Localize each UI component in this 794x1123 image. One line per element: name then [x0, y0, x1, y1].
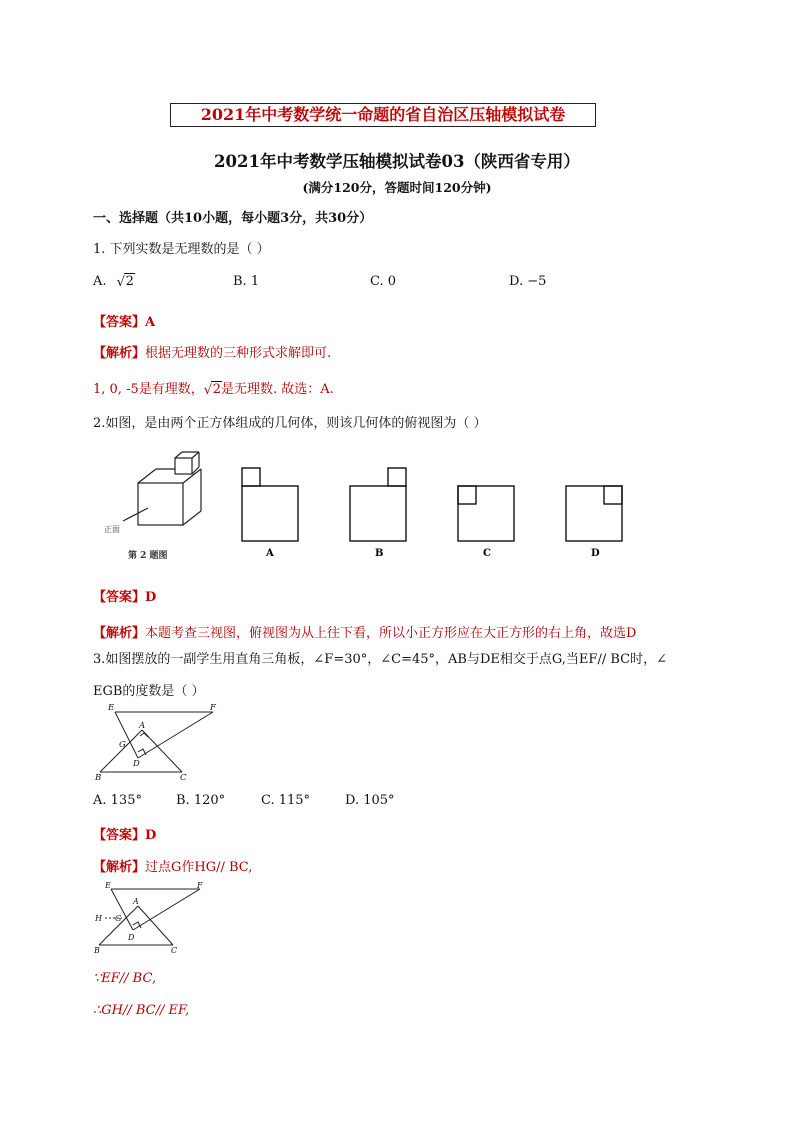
q1-detail: 1, 0, -5是有理数， √ 2是无理数. 故选：A. — [93, 382, 334, 398]
q1-stem: 1. 下列实数是无理数的是（ ） — [93, 242, 270, 257]
label-b: B — [94, 946, 100, 955]
q2-option-a-figure — [242, 468, 298, 541]
q2-label-c: C — [483, 548, 491, 559]
q2-figure-caption: 第 2 题图 — [128, 551, 168, 561]
q2-label-b: B — [375, 548, 384, 559]
q1-option-b: B. 1 — [233, 274, 260, 289]
q3-option-a: A. 135° — [93, 793, 142, 808]
q2-answer: 【答案】D — [93, 590, 157, 605]
q1-option-a: A. √ 2 — [93, 274, 134, 290]
q3-stem-line1: 3.如图摆放的一副学生用直角三角板，∠F=30°，∠C=45°，AB与DE相交于点G,当EF// BC时，∠ — [93, 652, 667, 667]
q3-step1: ∵EF// BC, — [93, 971, 157, 986]
q3-answer: 【答案】D — [93, 828, 157, 843]
label-a: A — [133, 897, 139, 906]
q2-stem: 2.如图，是由两个正方体组成的几何体，则该几何体的俯视图为（ ） — [93, 416, 487, 431]
q3-analysis: 【解析】过点G作HG// BC, — [93, 860, 253, 875]
label-a: A — [139, 721, 146, 731]
paper-subtitle: (满分120分，答题时间120分钟) — [302, 180, 492, 195]
q3-option-b: B. 120° — [176, 793, 226, 808]
q1-option-d: D. −5 — [509, 274, 547, 289]
label-f: F — [210, 703, 216, 713]
label-c: C — [180, 773, 187, 782]
section-heading: 一、选择题（共10小题，每小题3分，共30分） — [93, 211, 373, 226]
q1-option-c: C. 0 — [370, 274, 397, 289]
q3-analysis-figure — [93, 880, 213, 960]
q2-figure — [93, 448, 633, 568]
q2-label-a: A — [266, 548, 274, 559]
label-e: E — [105, 881, 111, 890]
sqrt-symbol: √ 2 — [203, 382, 222, 398]
label-c: C — [171, 946, 178, 955]
front-view-label: 正面 — [104, 525, 120, 534]
exam-banner: 2021年中考数学统一命题的省自治区压轴模拟试卷 — [170, 103, 596, 127]
q1-analysis: 【解析】根据无理数的三种形式求解即可. — [93, 346, 332, 361]
q2-option-d-figure — [566, 486, 622, 541]
label-b: B — [95, 773, 102, 782]
q2-analysis: 【解析】本题考查三视图，俯视图为从上往下看，所以小正方形应在大正方形的右上角，故选D — [93, 626, 637, 641]
label-g: G — [119, 740, 126, 750]
label-f: F — [197, 881, 203, 890]
q2-option-c-figure — [458, 486, 514, 541]
q3-figure — [93, 700, 233, 782]
q3-step2: ∴GH// BC// EF, — [93, 1003, 190, 1018]
q2-label-d: D — [591, 548, 600, 559]
q2-solid-figure — [123, 452, 201, 525]
paper-title: 2021年中考数学压轴模拟试卷03（陕西省专用） — [214, 152, 580, 171]
q3-option-c: C. 115° — [261, 793, 311, 808]
q2-option-b-figure — [350, 468, 406, 541]
q1-options — [93, 274, 613, 294]
label-g: G — [115, 914, 122, 923]
label-d: D — [128, 933, 135, 942]
label-e: E — [108, 703, 115, 713]
q3-option-d: D. 105° — [345, 793, 395, 808]
q3-options — [93, 793, 453, 813]
sqrt-symbol: √ 2 — [116, 274, 134, 290]
q3-stem-line2: EGB的度数是（ ） — [93, 684, 205, 699]
label-h: H — [95, 914, 102, 923]
q1-answer: 【答案】A — [93, 315, 156, 330]
label-d: D — [133, 759, 140, 769]
